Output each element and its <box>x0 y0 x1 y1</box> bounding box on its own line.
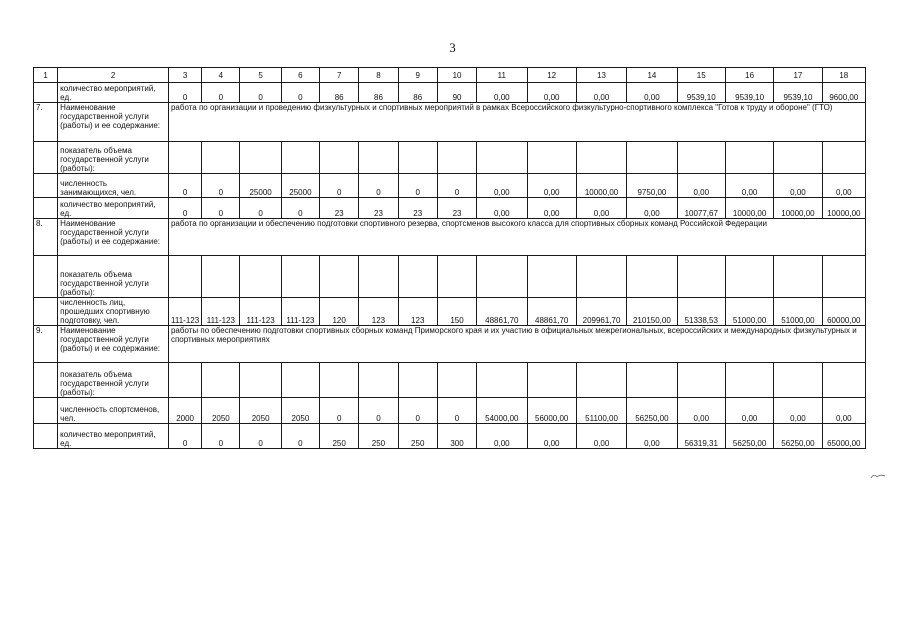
value-cell: 56250,00 <box>774 424 822 449</box>
value-cell <box>725 142 773 174</box>
value-cell <box>398 256 437 298</box>
section-row <box>34 103 866 142</box>
header-cell: 17 <box>774 68 822 83</box>
row-label: количество мероприятий, ед. <box>58 424 169 449</box>
value-cell: 54000,00 <box>477 398 527 424</box>
section-description: работа по организации и обеспечению подготовки спортивного резерва, спортсменов высокого класса для спортивных сборных команд Российской Федерации <box>168 219 865 256</box>
value-cell: 0,00 <box>477 424 527 449</box>
value-cell <box>281 142 319 174</box>
value-cell: 9539,10 <box>677 83 725 103</box>
header-cell: 8 <box>359 68 398 83</box>
value-cell <box>320 256 359 298</box>
value-cell <box>477 142 527 174</box>
value-cell: 0,00 <box>822 398 865 424</box>
value-cell: 51100,00 <box>576 398 626 424</box>
value-cell <box>281 363 319 398</box>
section-index: 8. <box>34 219 58 256</box>
table-body <box>34 68 866 449</box>
header-row <box>34 68 866 83</box>
value-cell <box>437 256 476 298</box>
value-cell: 0,00 <box>576 83 626 103</box>
value-cell: 86 <box>359 83 398 103</box>
value-cell: 111-123 <box>281 298 319 326</box>
row-index-cell <box>34 142 58 174</box>
row-index-cell <box>34 256 58 298</box>
header-cell: 12 <box>527 68 576 83</box>
header-cell: 16 <box>725 68 773 83</box>
value-cell: 0 <box>398 174 437 198</box>
value-cell: 56250,00 <box>627 398 677 424</box>
value-cell <box>576 256 626 298</box>
value-cell: 65000,00 <box>822 424 865 449</box>
value-cell: 10077,67 <box>677 198 725 219</box>
value-cell <box>359 142 398 174</box>
value-cell: 23 <box>320 198 359 219</box>
value-cell: 111-123 <box>240 298 281 326</box>
header-cell: 3 <box>168 68 201 83</box>
header-cell: 2 <box>58 68 169 83</box>
value-cell <box>725 256 773 298</box>
value-cell: 86 <box>398 83 437 103</box>
page-number: 3 <box>449 40 456 55</box>
row-label: численность спортсменов, чел. <box>58 398 169 424</box>
value-cell: 0,00 <box>527 198 576 219</box>
row-index-cell <box>34 298 58 326</box>
value-cell <box>240 256 281 298</box>
value-cell: 25000 <box>281 174 319 198</box>
table-row <box>34 424 866 449</box>
header-cell: 4 <box>202 68 240 83</box>
value-cell <box>576 363 626 398</box>
row-label: количество мероприятий, ед. <box>58 83 169 103</box>
value-cell: 0,00 <box>627 83 677 103</box>
value-cell: 0,00 <box>822 174 865 198</box>
value-cell: 10000,00 <box>774 198 822 219</box>
value-cell: 0 <box>437 398 476 424</box>
header-cell: 11 <box>477 68 527 83</box>
value-cell: 0 <box>320 174 359 198</box>
row-label: Наименование государственной услуги (работы) и ее содержание: <box>58 103 169 142</box>
header-cell: 14 <box>627 68 677 83</box>
value-cell <box>677 142 725 174</box>
value-cell: 0 <box>168 83 201 103</box>
value-cell: 2000 <box>168 398 201 424</box>
table-row <box>34 363 866 398</box>
table-row <box>34 83 866 103</box>
scan-mark-icon <box>870 472 886 480</box>
value-cell <box>677 363 725 398</box>
value-cell <box>168 142 201 174</box>
value-cell: 111-123 <box>202 298 240 326</box>
value-cell: 250 <box>359 424 398 449</box>
value-cell: 0,00 <box>527 83 576 103</box>
value-cell: 300 <box>437 424 476 449</box>
table-row <box>34 174 866 198</box>
value-cell: 9600,00 <box>822 83 865 103</box>
value-cell: 9750,00 <box>627 174 677 198</box>
value-cell: 123 <box>359 298 398 326</box>
value-cell: 0 <box>359 398 398 424</box>
value-cell: 0,00 <box>774 174 822 198</box>
value-cell: 0 <box>437 174 476 198</box>
value-cell: 0,00 <box>576 424 626 449</box>
value-cell: 0 <box>320 398 359 424</box>
value-cell: 0 <box>281 198 319 219</box>
value-cell: 0 <box>240 198 281 219</box>
value-cell: 2050 <box>240 398 281 424</box>
value-cell: 0 <box>202 198 240 219</box>
value-cell: 9539,10 <box>725 83 773 103</box>
value-cell: 209961,70 <box>576 298 626 326</box>
row-label: количество мероприятий, ед. <box>58 198 169 219</box>
value-cell <box>576 142 626 174</box>
value-cell: 0,00 <box>627 424 677 449</box>
value-cell <box>359 363 398 398</box>
value-cell: 0 <box>168 174 201 198</box>
value-cell: 2050 <box>202 398 240 424</box>
value-cell <box>822 256 865 298</box>
value-cell: 0,00 <box>677 398 725 424</box>
value-cell: 0,00 <box>477 198 527 219</box>
value-cell: 0 <box>398 398 437 424</box>
value-cell: 25000 <box>240 174 281 198</box>
value-cell: 0 <box>240 424 281 449</box>
value-cell: 0 <box>281 424 319 449</box>
value-cell: 0 <box>240 83 281 103</box>
value-cell: 10000,00 <box>725 198 773 219</box>
value-cell: 56319,31 <box>677 424 725 449</box>
section-row <box>34 326 866 363</box>
value-cell <box>168 256 201 298</box>
value-cell: 210150,00 <box>627 298 677 326</box>
value-cell: 111-123 <box>168 298 201 326</box>
value-cell: 0,00 <box>527 424 576 449</box>
value-cell: 51000,00 <box>725 298 773 326</box>
row-label: численность занимающихся, чел. <box>58 174 169 198</box>
value-cell <box>437 142 476 174</box>
value-cell <box>774 256 822 298</box>
value-cell: 0 <box>202 424 240 449</box>
table-row <box>34 298 866 326</box>
value-cell: 0,00 <box>527 174 576 198</box>
table-row <box>34 198 866 219</box>
row-index-cell <box>34 398 58 424</box>
value-cell: 51338,53 <box>677 298 725 326</box>
header-cell: 13 <box>576 68 626 83</box>
value-cell <box>774 142 822 174</box>
table-row <box>34 142 866 174</box>
section-description: работы по обеспечению подготовки спортивных сборных команд Приморского края и их участию в официальных межрегиональных, всероссийских и международных физкультурных и спортивных мероприятиях <box>168 326 865 363</box>
row-label: показатель объема государственной услуги (работы): <box>58 256 169 298</box>
value-cell: 23 <box>437 198 476 219</box>
value-cell: 2050 <box>281 398 319 424</box>
row-index-cell <box>34 198 58 219</box>
value-cell <box>320 142 359 174</box>
section-row <box>34 219 866 256</box>
value-cell: 150 <box>437 298 476 326</box>
value-cell <box>240 363 281 398</box>
value-cell: 56000,00 <box>527 398 576 424</box>
section-description: работа по организации и проведению физкультурных и спортивных мероприятий в рамках Всероссийского физкультурно-спортивного комплекса "Готов к труду и обороне" (ГТО) <box>168 103 865 142</box>
value-cell: 0,00 <box>477 174 527 198</box>
table-row <box>34 398 866 424</box>
value-cell <box>477 256 527 298</box>
value-cell <box>527 363 576 398</box>
section-index: 9. <box>34 326 58 363</box>
value-cell <box>677 256 725 298</box>
value-cell <box>822 142 865 174</box>
row-label: Наименование государственной услуги (работы) и ее содержание: <box>58 326 169 363</box>
value-cell: 23 <box>359 198 398 219</box>
value-cell: 0,00 <box>774 398 822 424</box>
value-cell: 23 <box>398 198 437 219</box>
value-cell <box>202 142 240 174</box>
table-row <box>34 256 866 298</box>
value-cell <box>281 256 319 298</box>
section-index: 7. <box>34 103 58 142</box>
value-cell: 123 <box>398 298 437 326</box>
value-cell <box>359 256 398 298</box>
value-cell: 90 <box>437 83 476 103</box>
row-label: показатель объема государственной услуги (работы): <box>58 142 169 174</box>
value-cell: 9539,10 <box>774 83 822 103</box>
value-cell: 0 <box>202 83 240 103</box>
value-cell: 0,00 <box>477 83 527 103</box>
value-cell <box>437 363 476 398</box>
header-cell: 7 <box>320 68 359 83</box>
scan-mark <box>870 472 886 482</box>
value-cell: 0 <box>168 198 201 219</box>
value-cell <box>627 256 677 298</box>
value-cell: 86 <box>320 83 359 103</box>
value-cell: 60000,00 <box>822 298 865 326</box>
value-cell <box>168 363 201 398</box>
header-cell: 1 <box>34 68 58 83</box>
row-index-cell <box>34 424 58 449</box>
value-cell <box>822 363 865 398</box>
value-cell <box>627 142 677 174</box>
value-cell: 48861,70 <box>527 298 576 326</box>
value-cell: 250 <box>320 424 359 449</box>
header-cell: 15 <box>677 68 725 83</box>
value-cell <box>320 363 359 398</box>
value-cell: 0 <box>281 83 319 103</box>
value-cell: 120 <box>320 298 359 326</box>
value-cell <box>627 363 677 398</box>
value-cell <box>398 363 437 398</box>
row-index-cell <box>34 83 58 103</box>
value-cell: 56250,00 <box>725 424 773 449</box>
value-cell: 250 <box>398 424 437 449</box>
value-cell: 0,00 <box>677 174 725 198</box>
value-cell <box>527 256 576 298</box>
value-cell: 48861,70 <box>477 298 527 326</box>
value-cell: 0 <box>359 174 398 198</box>
value-cell <box>527 142 576 174</box>
value-cell: 0 <box>168 424 201 449</box>
header-cell: 18 <box>822 68 865 83</box>
value-cell <box>477 363 527 398</box>
value-cell: 0,00 <box>576 198 626 219</box>
value-cell: 51000,00 <box>774 298 822 326</box>
value-cell <box>202 363 240 398</box>
value-cell: 0 <box>202 174 240 198</box>
header-cell: 5 <box>240 68 281 83</box>
header-cell: 6 <box>281 68 319 83</box>
row-index-cell <box>34 174 58 198</box>
value-cell <box>774 363 822 398</box>
row-label: численность лиц, прошедших спортивную подготовку, чел. <box>58 298 169 326</box>
row-label: Наименование государственной услуги (работы) и ее содержание: <box>58 219 169 256</box>
value-cell <box>240 142 281 174</box>
value-cell: 10000,00 <box>576 174 626 198</box>
value-cell: 0,00 <box>725 398 773 424</box>
row-label: показатель объема государственной услуги (работы): <box>58 363 169 398</box>
header-cell: 9 <box>398 68 437 83</box>
value-cell: 0,00 <box>627 198 677 219</box>
value-cell <box>725 363 773 398</box>
value-cell <box>202 256 240 298</box>
value-cell: 10000,00 <box>822 198 865 219</box>
value-cell <box>398 142 437 174</box>
header-cell: 10 <box>437 68 476 83</box>
row-index-cell <box>34 363 58 398</box>
data-table <box>33 67 866 449</box>
value-cell: 0,00 <box>725 174 773 198</box>
